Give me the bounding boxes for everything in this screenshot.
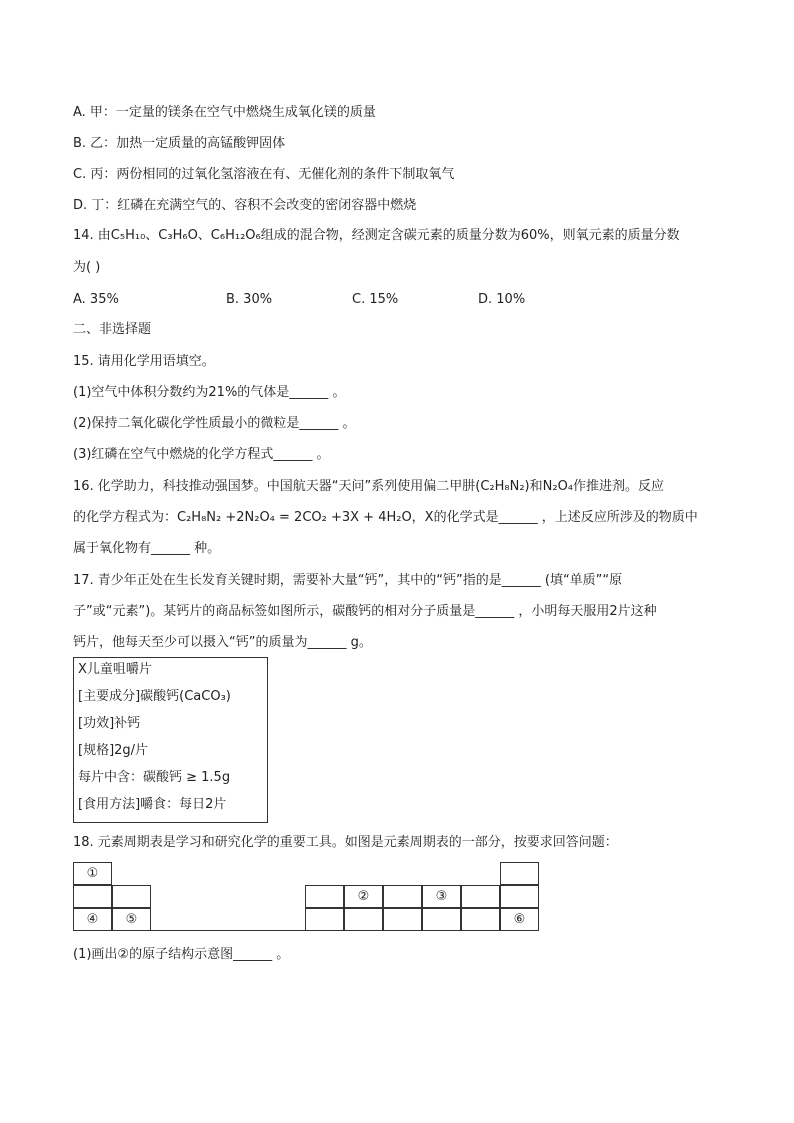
option-14-b: B. 30% [226,292,273,307]
question-15-part-1: (1)空气中体积分数约为21%的气体是______ 。 [73,385,346,400]
option-13-c: C. 丙：两份相同的过氧化氢溶液在有、无催化剂的条件下制取氧气 [73,167,455,182]
periodic-cell-2: ② [344,885,383,908]
question-14-stem-cont: 为( ) [73,260,101,275]
periodic-cell-empty [422,908,461,931]
label-content: 每片中含：碳酸钙 ≥ 1.5g [78,770,231,785]
periodic-cell-6: ⑥ [500,908,539,931]
periodic-cell-empty [461,908,500,931]
question-18-stem: 18. 元素周期表是学习和研究化学的重要工具。如图是元素周期表的一部分，按要求回答问题： [73,835,618,850]
question-17-line-1: 17. 青少年正处在生长发育关键时期，需要补大量“钙”，其中的“钙”指的是______ (填“单质”“原 [73,573,623,588]
label-effect: [功效]补钙 [78,716,141,731]
question-17-line-3: 钙片，他每天至少可以摄入“钙”的质量为______ g。 [73,635,372,650]
periodic-cell-empty [461,885,500,908]
question-14-stem: 14. 由C₅H₁₀、C₃H₆O、C₆H₁₂O₆组成的混合物，经测定含碳元素的质量分数为60%，则氧元素的质量分数 [73,228,680,243]
periodic-cell-1: ① [73,862,112,885]
periodic-cell-empty [305,885,344,908]
question-18-part-1: (1)画出②的原子结构示意图______ 。 [73,947,290,962]
question-16-line-1: 16. 化学助力，科技推动强国梦。中国航天器“天问”系列使用偏二甲肼(C₂H₈N₂)和N₂O₄作推进剂。反应 [73,479,665,494]
question-15-stem: 15. 请用化学用语填空。 [73,354,215,369]
label-spec: [规格]2g/片 [78,743,149,758]
periodic-cell-empty [73,885,112,908]
question-15-part-2: (2)保持二氧化碳化学性质最小的微粒是______ 。 [73,416,356,431]
label-usage: [食用方法]嚼食：每日2片 [78,797,227,812]
periodic-cell-empty [383,908,422,931]
section-heading: 二、非选择题 [73,322,152,337]
question-16-line-2: 的化学方程式为：C₂H₈N₂ +2N₂O₄ = 2CO₂ +3X + 4H₂O，X的化学式是______ ，上述反应所涉及的物质中 [73,510,698,525]
question-15-part-3: (3)红磷在空气中燃烧的化学方程式______ 。 [73,447,330,462]
periodic-cell-3: ③ [422,885,461,908]
periodic-cell-empty [112,885,151,908]
question-17-line-2: 子”或“元素”)。某钙片的商品标签如图所示，碳酸钙的相对分子质量是______ ，小明每天服用2片这种 [73,604,657,619]
option-14-a: A. 35% [73,292,119,307]
periodic-table-gap [151,908,305,931]
question-16-line-3: 属于氧化物有______ 种。 [73,541,221,556]
option-14-c: C. 15% [352,292,399,307]
label-product-name: X儿童咀嚼片 [78,662,152,677]
periodic-cell-empty [344,908,383,931]
periodic-cell-5: ⑤ [112,908,151,931]
periodic-cell-empty [500,885,539,908]
periodic-cell-empty [383,885,422,908]
periodic-cell-empty [305,908,344,931]
option-14-d: D. 10% [478,292,526,307]
option-13-d: D. 丁：红磷在充满空气的、容积不会改变的密闭容器中燃烧 [73,198,417,213]
option-13-b: B. 乙：加热一定质量的高锰酸钾固体 [73,136,286,151]
option-13-a: A. 甲：一定量的镁条在空气中燃烧生成氧化镁的质量 [73,105,376,120]
label-ingredient: [主要成分]碳酸钙(CaCO₃) [78,689,231,704]
periodic-cell-4: ④ [73,908,112,931]
periodic-cell-empty [500,862,539,885]
calcium-product-label [73,657,268,823]
